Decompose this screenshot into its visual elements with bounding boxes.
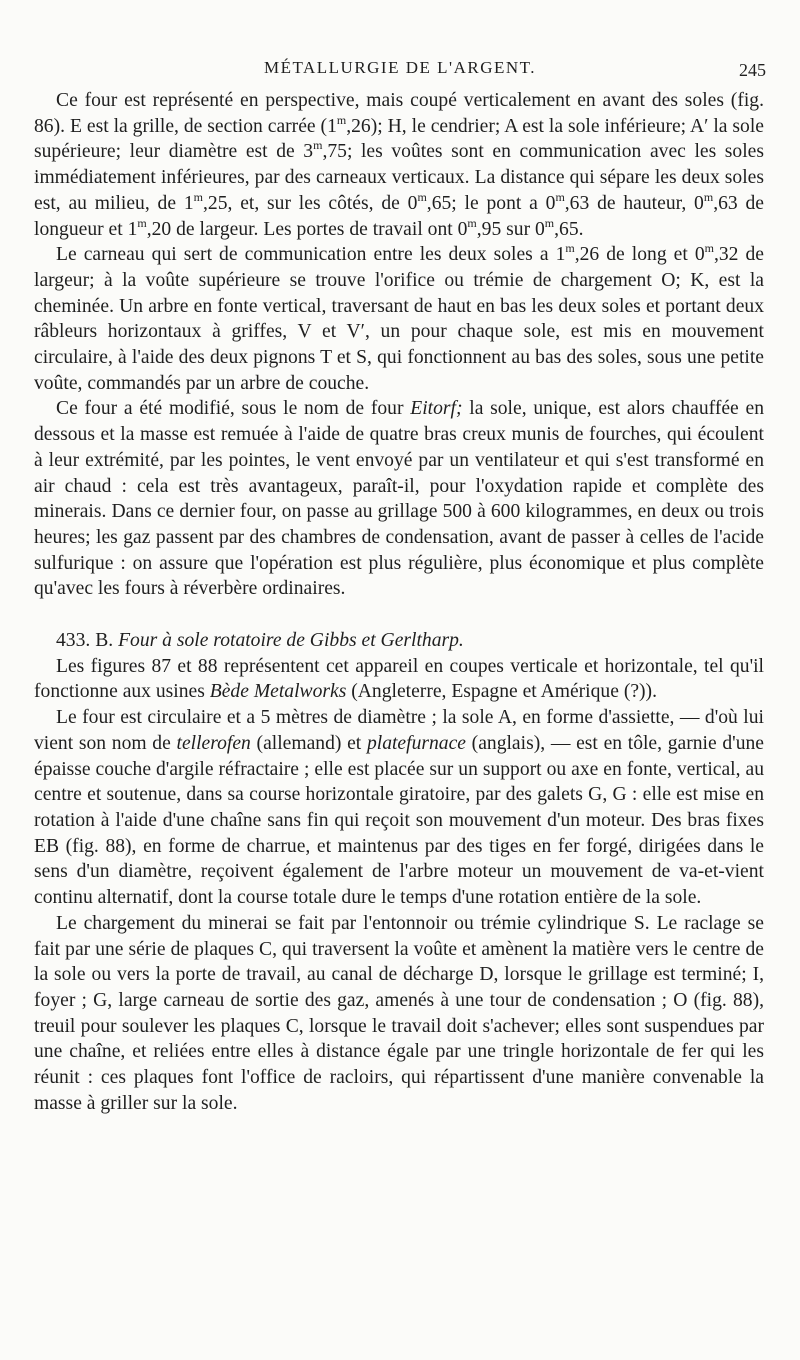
text-run: Le four est circulaire et a 5 mètres de diamètre ; la sole A, en forme d'assiette, — d'où lui vient son nom de xyxy=(34,707,764,754)
text-run: ,75; les voûtes sont en communication avec les soles immédiatement inférieures, par des carneaux verticaux. La distance qui sépare les deux soles est, au milieu, de 1 xyxy=(34,141,764,214)
unit-superscript: m xyxy=(467,215,477,230)
italic-term: platefurnace xyxy=(366,732,466,754)
unit-superscript: m xyxy=(544,215,555,230)
text-run: Le chargement du minerai se fait par l'entonnoir ou trémie cylindrique S. Le raclage se fait par une série de plaques C, qui traversent la voûte et amènent la matière vers le centre de la sole ou vers la porte de travail, au canal de décharge D, lorsque le grillage est terminé; I, foyer ; G, large carneau de sortie des gaz, amenés à une tour de condensation ; O (fig. 88), treuil pour soulever les plaques C, lorsque le travail doit s'achever; elles sont suspendues par une chaîne, et reliées entre elles à distance égale par une tringle horizontale de fer qui les réunit : ces plaques font l'office de racloirs, qui répartissent d'une manière convenable la masse à griller sur la sole. xyxy=(34,912,764,1114)
unit-superscript: m xyxy=(336,112,347,127)
paragraph-chargement xyxy=(34,911,764,1117)
unit-superscript: m xyxy=(703,189,714,204)
text-run: ,26); H, le cendrier; A est la sole inférieure; A′ la sole supérieure; leur diamètre est de 3 xyxy=(34,115,764,163)
unit-superscript: m xyxy=(417,189,427,204)
text-run: (anglais), — est en tôle, garnie d'une épaisse couche d'argile réfractaire ; elle est placée sur un support ou axe en fonte, vertical, au centre et soutenue, dans sa course horizontale giratoire, par des galets G, G : elle est mise en rotation à l'aide d'une chaîne sans fin qui reçoit son mouvement d'un moteur. Des bras fixes EB (fig. 88), en forme de charrue, et maintenus par des tiges en fer forgé, dirigées dans le sens d'un diamètre, reçoivent également de l'arbre moteur un mouvement de va-et-vient continu alternatif, dont la course totale dure le temps d'une rotation entière de la sole. xyxy=(34,732,764,909)
text-run: ,63 de hauteur, 0 xyxy=(564,192,704,214)
unit-superscript: m xyxy=(313,138,323,153)
text-run: Ce four est représenté en perspective, mais coupé verticalement en avant des soles (fig. 86). E est la grille, de section carrée (1 xyxy=(34,90,764,137)
unit-superscript: m xyxy=(193,189,203,204)
running-head xyxy=(0,56,800,84)
italic-term: Bède Metalworks xyxy=(209,681,347,703)
paragraph-four-description xyxy=(34,88,764,242)
text-run: ,25, et, sur les côtés, de 0 xyxy=(203,192,418,214)
italic-term: tellerofen xyxy=(176,732,251,754)
paragraph-carneau xyxy=(34,242,764,396)
text-run: ,63 de longueur et 1 xyxy=(34,192,764,240)
page-number: 245 xyxy=(739,60,766,80)
text-run: la sole, unique, est alors chauffée en dessous et la masse est remuée à l'aide de quatre bras creux munis de fourches, qui écoulent à leur extrémité, par les pointes, le vent envoyé par un ventilateur et qui s'est transformé en air chaud : cela est très avantageux, paraît-il, pour l'oxydation rapide et complète des minerais. Dans ce dernier four, on passe au grillage 500 à 600 kilogrammes, en deux ou trois heures; les gaz passent par des chambres de condensation, avant de passer à celles de l'acide sulfurique : on assure que l'opération est plus régulière, plus économique et plus complète qu'avec les fours à réverbère ordinaires. xyxy=(34,398,764,600)
text-run: ,65. xyxy=(554,218,584,240)
unit-superscript: m xyxy=(565,241,575,256)
section-title: Four à sole rotatoire de Gibbs et Gerltharp. xyxy=(118,630,464,652)
unit-superscript: m xyxy=(555,189,565,204)
text-run: ,20 de largeur. Les portes de travail ont 0 xyxy=(146,218,468,240)
text-run: ,32 de largeur; à la voûte supérieure se trouve l'orifice ou trémie de chargement O; K, est la cheminée. Un arbre en fonte vertical, traversant de haut en bas les deux soles et portant deux râbleurs horizontaux à griffes, V et V′, un pour chaque sole, est mis en mouvement circulaire, à l'aide des deux pignons T et S, qui fonctionnent au bas des soles, sous une petite voûte, commandés par un arbre de couche. xyxy=(34,244,764,394)
text-run: Les figures 87 et 88 représentent cet appareil en coupes verticale et horizontale, tel qu'il fonctionne aux usines xyxy=(34,655,764,703)
paragraph-figures xyxy=(34,654,764,705)
text-run: ,26 de long et 0 xyxy=(574,244,705,266)
unit-superscript: m xyxy=(704,241,714,256)
paragraph-circular-four xyxy=(34,705,764,911)
body-text xyxy=(34,88,764,1116)
text-run: Le carneau qui sert de communication entre les deux soles a 1 xyxy=(56,244,566,266)
text-run: (Angleterre, Espagne et Amérique (?)). xyxy=(346,681,657,703)
section-number: 433. B. xyxy=(56,630,114,652)
text-run: (allemand) et xyxy=(250,732,367,754)
running-title: MÉTALLURGIE DE L'ARGENT. xyxy=(263,58,537,77)
italic-term: Eitorf; xyxy=(410,398,463,420)
paragraph-eitorf xyxy=(34,396,764,602)
text-run: Ce four a été modifié, sous le nom de four xyxy=(56,398,411,420)
section-heading xyxy=(34,628,764,654)
text-run: ,65; le pont a 0 xyxy=(426,192,556,214)
unit-superscript: m xyxy=(137,215,147,230)
text-run: ,95 sur 0 xyxy=(476,218,545,240)
